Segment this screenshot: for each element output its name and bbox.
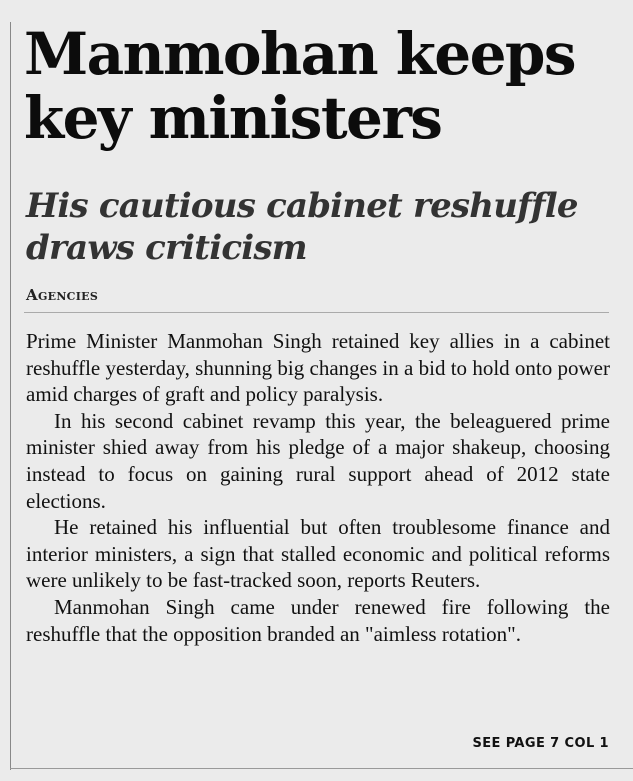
paragraph-2: In his second cabinet revamp this year, the beleaguered prime minister shied away from his pledge of a major shakeup, choosing instead to focus on gaining rural support ahead of 2012 state elections.: [26, 408, 610, 513]
paragraph-4: Manmohan Singh came under renewed fire following the reshuffle that the opposition branded an "aimless rotation".: [26, 594, 610, 646]
bottom-rule: [10, 768, 633, 769]
subheadline-line-2: draws criticism: [26, 228, 307, 268]
byline-divider: [24, 312, 609, 313]
article-body: [26, 328, 610, 647]
subheadline: [26, 185, 626, 269]
continued-on-page-label: SEE PAGE 7 COL 1: [472, 736, 609, 751]
headline: [24, 22, 624, 150]
headline-line-1: Manmohan keeps: [24, 20, 575, 88]
subheadline-line-1: His cautious cabinet reshuffle: [26, 186, 578, 226]
byline: Agencies: [26, 286, 99, 304]
paragraph-1: Prime Minister Manmohan Singh retained key allies in a cabinet reshuffle yesterday, shunning big changes in a bid to hold onto power amid charges of graft and policy paralysis.: [26, 329, 610, 407]
headline-line-2: key ministers: [24, 84, 442, 152]
column-rule-left: [10, 22, 11, 770]
paragraph-3: He retained his influential but often troublesome finance and interior ministers, a sign that stalled economic and political reforms were unlikely to be fast-tracked soon, reports Reuters.: [26, 515, 610, 593]
